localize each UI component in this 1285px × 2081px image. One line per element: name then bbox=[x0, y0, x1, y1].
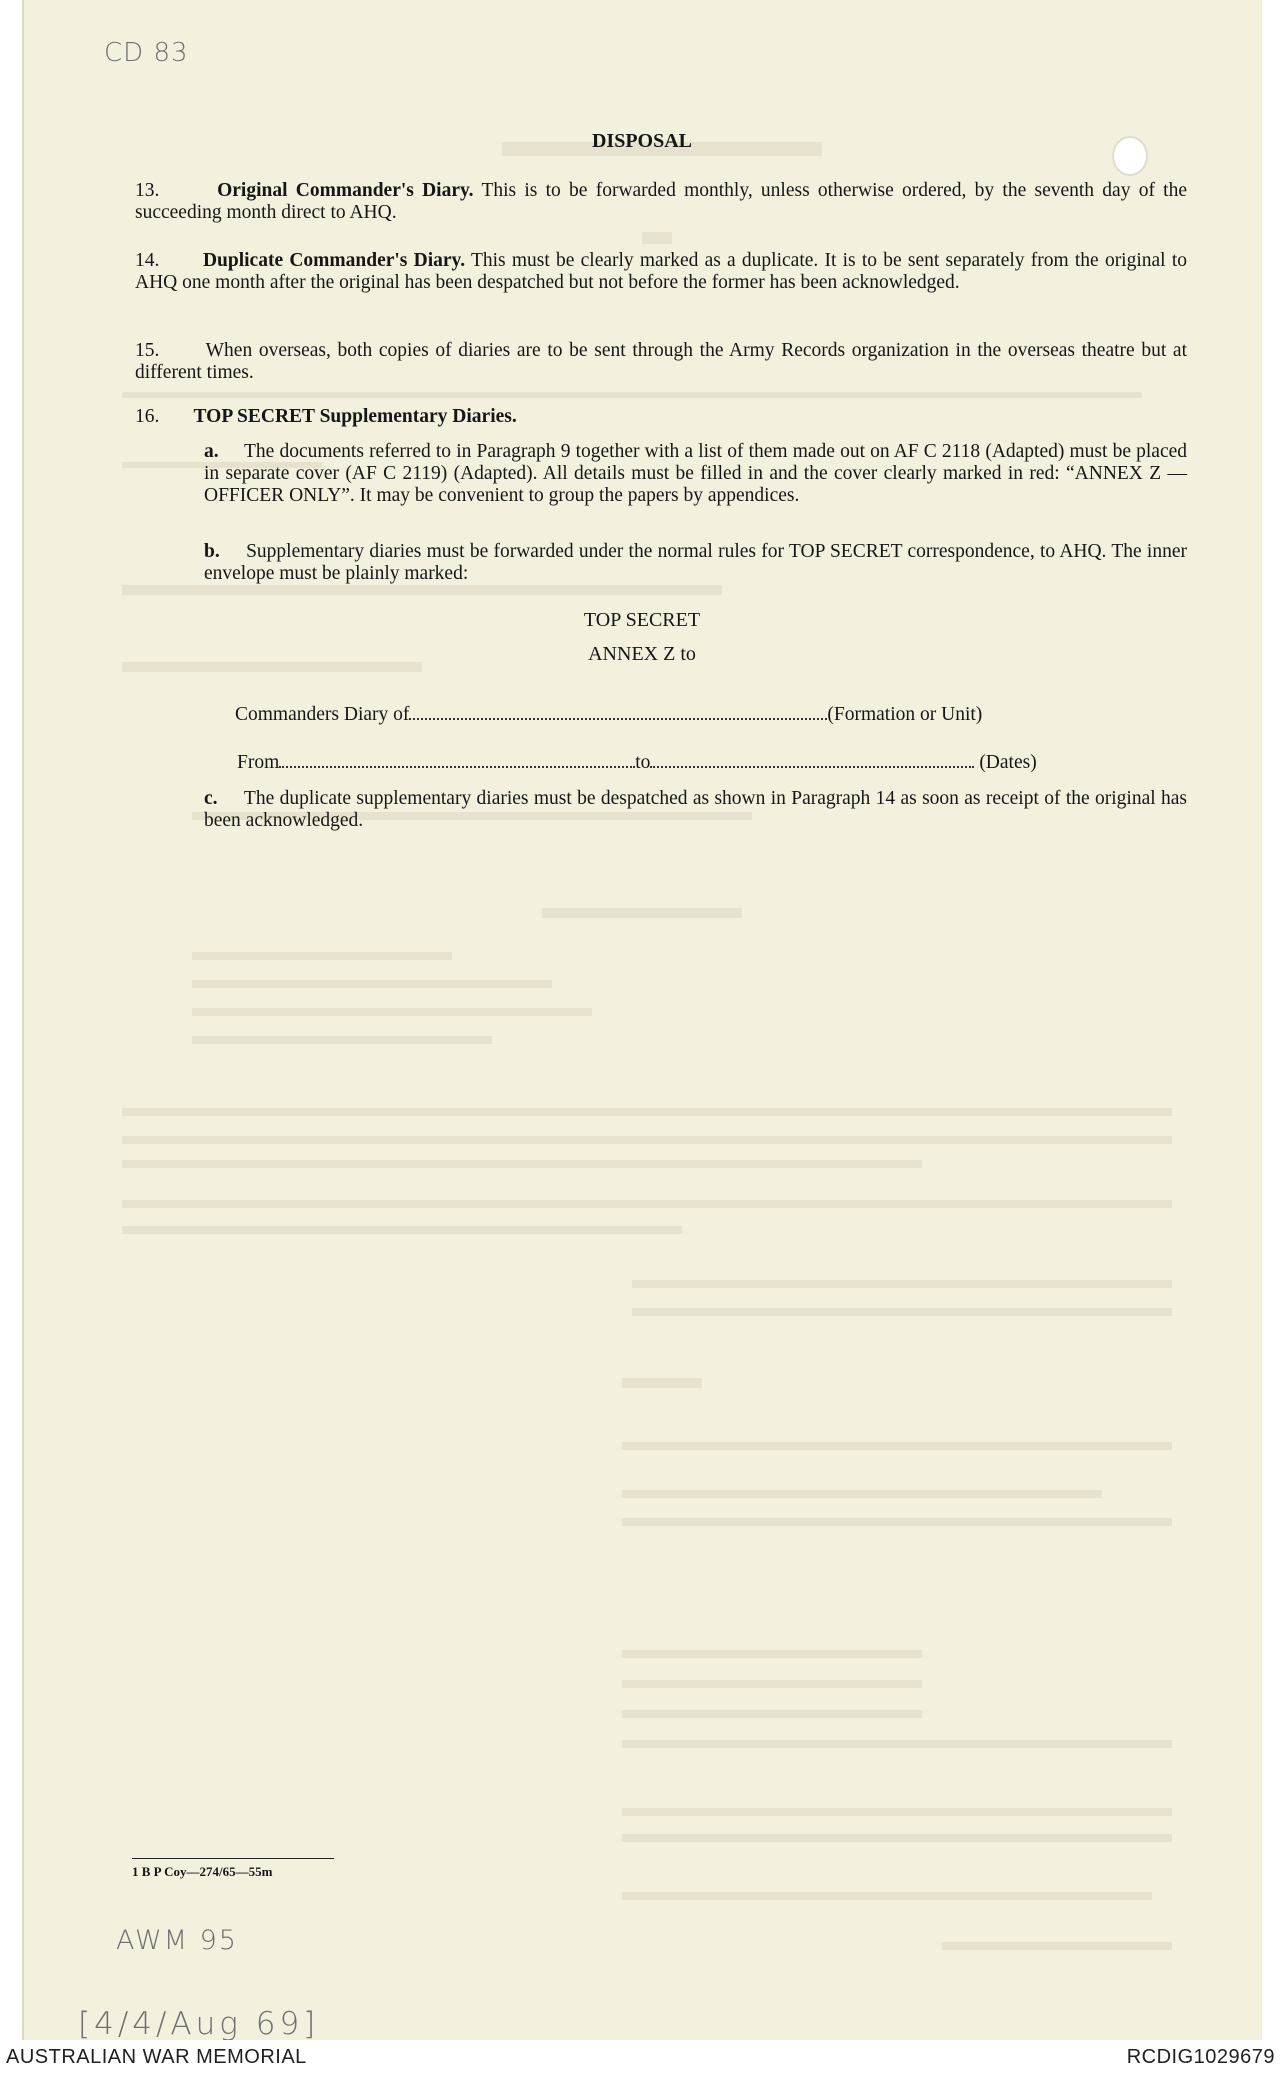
para13-number: 13. bbox=[135, 180, 160, 201]
printer-code: 1 B P Coy—274/65—55m bbox=[132, 1864, 273, 1879]
para16-title: TOP SECRET Supplementary Diaries. bbox=[193, 406, 517, 427]
para16b-label: b. bbox=[204, 541, 220, 562]
form-diary-blank bbox=[409, 704, 827, 720]
para16a-label: a. bbox=[204, 441, 219, 462]
form-diary-suffix: (Formation or Unit) bbox=[827, 704, 983, 725]
form-from-blank bbox=[279, 752, 635, 768]
form-from-label: From bbox=[237, 752, 280, 773]
para14-number: 14. bbox=[135, 250, 160, 271]
para16b-text: Supplementary diaries must be forwarded under the normal rules for TOP SECRET correspondence, to AHQ. The inner envelope must be plainly marked: bbox=[204, 541, 1187, 584]
marking-annex-z: ANNEX Z to bbox=[588, 643, 696, 665]
para15-number: 15. bbox=[135, 340, 160, 361]
form-to-label: to bbox=[635, 752, 651, 773]
section-heading: DISPOSAL bbox=[591, 130, 693, 152]
document-page bbox=[22, 0, 1262, 2040]
para13-title: Original Commander's Diary. bbox=[217, 180, 474, 201]
form-dates-suffix: (Dates) bbox=[979, 752, 1037, 773]
para16c-label: c. bbox=[204, 788, 218, 809]
show-through-texture bbox=[22, 0, 1262, 2040]
caption-image-id: RCDIG1029679 bbox=[1126, 2046, 1275, 2068]
form-diary-label: Commanders Diary of bbox=[235, 704, 410, 725]
handwritten-awm-reference: AWM 95 bbox=[116, 1925, 238, 1956]
footer-rule bbox=[132, 1858, 334, 1859]
para16c-text: The duplicate supplementary diaries must be despatched as shown in Paragraph 14 as soon as receipt of the original has been acknowledged. bbox=[204, 788, 1187, 831]
paragraph-16c bbox=[204, 788, 1187, 832]
caption-institution: AUSTRALIAN WAR MEMORIAL bbox=[6, 2046, 307, 2068]
para16a-text: The documents referred to in Paragraph 9 together with a list of them made out on AF C 2118 (Adapted) must be placed in separate cover (AF C 2119) (Adapted). All details must be filled in and the cover clearly marked in red: “ANNEX Z — OFFICER ONLY”. It may be convenient to group the papers by appendices. bbox=[204, 441, 1188, 506]
form-diary-line bbox=[235, 704, 1135, 726]
paragraph-16a bbox=[204, 441, 1187, 507]
para16-number: 16. bbox=[135, 406, 160, 427]
handwritten-date-reference: [4/4/Aug 69] bbox=[78, 2006, 320, 2040]
form-dates-line bbox=[237, 752, 1137, 774]
para13-text: This is to be forwarded monthly, unless otherwise ordered, by the seventh day of the succeeding month direct to AHQ. bbox=[135, 180, 1188, 223]
para14-text: This must be clearly marked as a duplicate. It is to be sent separately from the original to AHQ one month after the original has been despatched but not before the former has been acknowledged. bbox=[135, 250, 1187, 293]
para14-title: Duplicate Commander's Diary. bbox=[202, 250, 466, 271]
paragraph-13 bbox=[135, 180, 1187, 224]
handwritten-reference-top: CD 83 bbox=[104, 38, 189, 68]
paragraph-16b bbox=[204, 541, 1187, 585]
para15-text: When overseas, both copies of diaries are to be sent through the Army Records organization in the overseas theatre but at different times. bbox=[135, 340, 1187, 383]
form-to-blank bbox=[650, 752, 974, 768]
marking-top-secret: TOP SECRET bbox=[583, 609, 701, 631]
paragraph-16-heading bbox=[135, 406, 1187, 428]
paragraph-14 bbox=[135, 250, 1187, 294]
paragraph-15 bbox=[135, 340, 1187, 384]
